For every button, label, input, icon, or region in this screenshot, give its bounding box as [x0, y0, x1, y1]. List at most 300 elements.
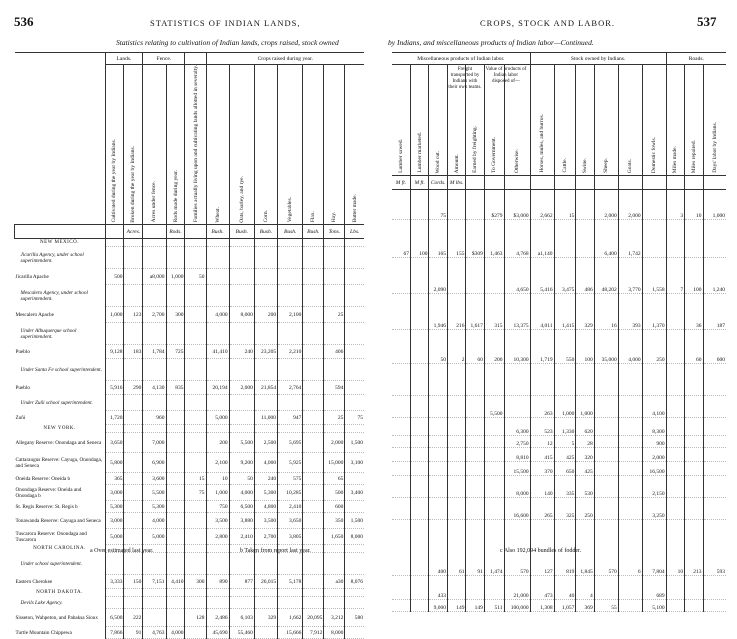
- left-cell: 890: [206, 575, 229, 589]
- right-cell: 1,946: [429, 294, 447, 330]
- left-cell: 8,000: [324, 627, 345, 639]
- left-cell: [124, 359, 143, 381]
- left-cell: [185, 545, 206, 553]
- left-subtitle: Statistics relating to cultivation of Indian lands, crops raised, stock owned: [116, 38, 339, 47]
- right-cell: [484, 448, 504, 462]
- left-cell: [278, 247, 303, 269]
- left-cell: [185, 411, 206, 425]
- left-col-header: [166, 65, 185, 225]
- left-cell: [303, 501, 324, 513]
- left-cell: 290: [124, 381, 143, 395]
- left-cell: [185, 395, 206, 411]
- right-cell: 35,000: [594, 330, 618, 364]
- right-cell: 48,202: [594, 258, 618, 294]
- left-cell: [254, 553, 277, 575]
- left-cell: [185, 345, 206, 359]
- right-cell: 5,500: [484, 396, 504, 418]
- left-cell: 6,900: [143, 453, 166, 473]
- right-col-header-text: Otherwise.: [514, 149, 521, 173]
- left-cell: [324, 247, 345, 269]
- left-col-header-text: Hay.: [331, 212, 338, 223]
- right-cell: [466, 436, 484, 448]
- right-col-header-text: Earned by freighting.: [472, 126, 479, 173]
- row-label: Jicarilla Apache: [15, 273, 49, 280]
- left-cell: [185, 453, 206, 473]
- right-cell: 530: [576, 476, 594, 498]
- right-cell: [703, 220, 726, 258]
- right-cell: [666, 220, 684, 258]
- right-col-header: [618, 65, 642, 176]
- left-table-row: [15, 485, 365, 501]
- right-table-row: [392, 476, 726, 498]
- left-table-row: [15, 381, 365, 395]
- right-cell: [594, 436, 618, 448]
- right-cell: 187: [703, 294, 726, 330]
- row-label: Tuscarora Reserve: Onondaga and Tuscarora: [15, 530, 87, 543]
- left-cell: 5,300: [143, 501, 166, 513]
- left-cell: [185, 239, 206, 247]
- right-cell: 511: [484, 600, 504, 612]
- right-cell: [618, 436, 642, 448]
- right-cell: [594, 418, 618, 436]
- right-cell: [392, 462, 410, 476]
- left-cell: 2,410: [229, 529, 254, 545]
- left-cell: 500: [324, 485, 345, 501]
- left-cell: 8,000: [345, 529, 364, 545]
- left-cell: [105, 323, 124, 345]
- left-cell: [229, 589, 254, 597]
- left-cell: 3,000: [105, 485, 124, 501]
- left-col-header-text: Vegetables.: [287, 197, 294, 223]
- left-cell: [345, 473, 364, 485]
- right-cell: 2,150: [642, 476, 666, 498]
- left-cell: [124, 411, 143, 425]
- right-cell: [576, 220, 594, 258]
- right-col-header-text: Domestic fowls.: [651, 136, 658, 173]
- left-cell: [278, 323, 303, 345]
- right-col-header-text: Miles repaired.: [690, 139, 697, 173]
- right-cell: [594, 462, 618, 476]
- right-col-header-text: Lumber sawed.: [397, 139, 404, 173]
- right-cell: 3,770: [618, 258, 642, 294]
- left-cell: [254, 395, 277, 411]
- right-unit-cell: [554, 176, 576, 190]
- left-cell: [303, 597, 324, 609]
- row-label: Eastern Cherokee: [15, 578, 53, 585]
- left-cell: 50: [185, 269, 206, 285]
- left-cell: [254, 597, 277, 609]
- left-cell: [143, 425, 166, 433]
- left-cell: 5,500: [143, 485, 166, 501]
- right-cell: [685, 476, 703, 498]
- right-cell: 10: [685, 190, 703, 220]
- left-cell: 5,925: [278, 453, 303, 473]
- right-cell: 13,375: [504, 294, 530, 330]
- right-cell: 6: [618, 520, 642, 576]
- left-unit-cell: [105, 225, 124, 239]
- left-cell: 45,690: [206, 627, 229, 639]
- right-unit-cell: [504, 176, 530, 190]
- left-cell: 75: [185, 485, 206, 501]
- left-cell: 329: [254, 609, 277, 627]
- left-cell: [303, 307, 324, 323]
- right-cell: 329: [576, 294, 594, 330]
- left-cell: [345, 239, 364, 247]
- right-cell: [554, 364, 576, 396]
- left-cell: [185, 627, 206, 639]
- right-cell: [576, 190, 594, 220]
- right-cell: 425: [554, 448, 576, 462]
- left-cell: a30: [324, 575, 345, 589]
- left-cell: [345, 553, 364, 575]
- right-cell: [429, 436, 447, 448]
- right-unit-cell: [685, 176, 703, 190]
- left-col-header-text: Cultivated during the year by Indians.: [111, 138, 118, 223]
- right-table-row: [392, 600, 726, 612]
- left-cell: a8,000: [143, 269, 166, 285]
- right-unit-cell: M ft.: [392, 176, 410, 190]
- right-cell: 9,000: [429, 600, 447, 612]
- right-cell: 149: [447, 600, 465, 612]
- row-label: NEW MEXICO.: [39, 240, 79, 246]
- right-table-row: [392, 190, 726, 220]
- left-cell: [345, 359, 364, 381]
- right-cell: [429, 476, 447, 498]
- left-cell: [278, 269, 303, 285]
- left-cell: 4,000: [206, 307, 229, 323]
- left-cell: [303, 345, 324, 359]
- right-unit-cell: [703, 176, 726, 190]
- left-cell: [229, 597, 254, 609]
- left-cell: [124, 589, 143, 597]
- left-cell: 10,285: [278, 485, 303, 501]
- left-cell: 406: [324, 345, 345, 359]
- right-table-row: [392, 294, 726, 330]
- left-table-row: [15, 395, 365, 411]
- crops-group-header: Crops raised during year.: [206, 53, 364, 65]
- right-col-header-text: To Government.: [491, 137, 498, 173]
- left-cell: 4,410: [166, 575, 185, 589]
- left-col-header: [185, 65, 206, 225]
- right-unit-cell: M lbs.: [447, 176, 465, 190]
- right-col-header: [429, 65, 447, 176]
- left-cell: [166, 473, 185, 485]
- right-cell: 3,250: [642, 498, 666, 520]
- right-cell: [392, 498, 410, 520]
- left-cell: [185, 501, 206, 513]
- left-table-row: [15, 473, 365, 485]
- right-group-header-row: [392, 53, 726, 65]
- right-page-number: 537: [697, 14, 717, 29]
- right-cell: a1,140: [530, 220, 554, 258]
- left-cell: 2,210: [278, 345, 303, 359]
- right-col-header: [594, 65, 618, 176]
- right-cell: 4,011: [530, 294, 554, 330]
- right-cell: [447, 476, 465, 498]
- right-cell: 1,308: [530, 600, 554, 612]
- right-col-header-text: Lumber marketed.: [416, 132, 423, 173]
- right-cell: [484, 462, 504, 476]
- right-col-header: [642, 65, 666, 176]
- left-cell: [254, 269, 277, 285]
- left-cell: [105, 553, 124, 575]
- left-unit-cell: Bush.: [278, 225, 303, 239]
- left-cell: 4,000: [166, 627, 185, 639]
- right-cell: 1,000: [554, 396, 576, 418]
- row-label: Sisseton, Wahpeton, and Pabaksa Sioux: [15, 614, 98, 621]
- left-table-row: [15, 345, 365, 359]
- right-cell: 7,804: [642, 520, 666, 576]
- right-cell: 5,100: [642, 600, 666, 612]
- left-cell: 1,000: [105, 307, 124, 323]
- right-col-header: [703, 65, 726, 176]
- row-label: Mescalero Apache: [15, 311, 54, 318]
- left-cell: [254, 589, 277, 597]
- left-cell: 3,650: [278, 513, 303, 529]
- left-running-head: STATISTICS OF INDIAN LANDS,: [150, 18, 301, 28]
- right-cell: [685, 576, 703, 600]
- left-cell: 23,205: [254, 345, 277, 359]
- right-cell: 523: [530, 418, 554, 436]
- right-cell: [685, 436, 703, 448]
- left-cell: [166, 247, 185, 269]
- left-cell: [185, 307, 206, 323]
- left-cell: 21,854: [254, 381, 277, 395]
- left-cell: 55,460: [229, 627, 254, 639]
- left-col-header-text: Acres under fence.: [151, 180, 158, 223]
- left-col-header: [124, 65, 143, 225]
- row-label: Pueblo: [15, 384, 30, 391]
- right-table-row: [392, 576, 726, 600]
- left-cell: [254, 247, 277, 269]
- right-cell: 1,719: [530, 330, 554, 364]
- right-cell: $3,000: [504, 190, 530, 220]
- left-cell: 2,100: [278, 307, 303, 323]
- right-table-row: [392, 462, 726, 476]
- left-cell: 128: [185, 609, 206, 627]
- right-cell: 16,500: [642, 462, 666, 476]
- right-cell: 1,617: [466, 294, 484, 330]
- left-cell: [324, 239, 345, 247]
- left-table-row: [15, 285, 365, 307]
- left-cell: [143, 323, 166, 345]
- right-table-row: [392, 364, 726, 396]
- right-cell: [392, 330, 410, 364]
- right-cell: 1,463: [484, 220, 504, 258]
- left-cell: 6,500: [105, 609, 124, 627]
- right-cell: [666, 576, 684, 600]
- right-cell: [618, 600, 642, 612]
- right-cell: 550: [554, 330, 576, 364]
- left-cell: 20,194: [206, 381, 229, 395]
- right-table-row: [392, 220, 726, 258]
- left-cell: 877: [229, 575, 254, 589]
- left-cell: [254, 359, 277, 381]
- right-cell: 3,475: [554, 258, 576, 294]
- right-cell: [392, 418, 410, 436]
- left-cell: 960: [143, 411, 166, 425]
- right-col-header-text: Days' labor by Indians.: [711, 122, 718, 173]
- left-cell: 15,666: [278, 627, 303, 639]
- left-unit-cell: Bush.: [254, 225, 277, 239]
- right-cell: 5: [554, 436, 576, 448]
- left-cell: 3,400: [345, 485, 364, 501]
- left-cell: [166, 411, 185, 425]
- right-cell: [703, 498, 726, 520]
- left-cell: 580: [345, 609, 364, 627]
- row-label: Under school superintendent.: [20, 560, 83, 567]
- right-cell: 4: [576, 576, 594, 600]
- left-cell: [185, 425, 206, 433]
- right-cell: 2,662: [530, 190, 554, 220]
- left-cell: 200: [206, 433, 229, 453]
- right-cell: 325: [554, 498, 576, 520]
- right-cell: [484, 576, 504, 600]
- left-cell: [324, 597, 345, 609]
- left-cell: 3,805: [278, 529, 303, 545]
- right-col-header-text: Sheep.: [603, 158, 610, 173]
- right-cell: [466, 462, 484, 476]
- right-cell: [447, 364, 465, 396]
- left-table-row: [15, 433, 365, 453]
- left-col-header: [143, 65, 166, 225]
- left-cell: [124, 425, 143, 433]
- left-cell: [254, 239, 277, 247]
- left-cell: [345, 345, 364, 359]
- row-label: Onondaga Reserve: Oneida and Onondaga b: [15, 486, 82, 499]
- right-cell: [594, 396, 618, 418]
- right-col-header-text: Wood cut.: [435, 150, 442, 173]
- right-cell: [642, 220, 666, 258]
- right-cell: 4,768: [504, 220, 530, 258]
- left-cell: [185, 359, 206, 381]
- left-cell: [105, 285, 124, 307]
- right-cell: 100: [576, 330, 594, 364]
- left-col-header: [206, 65, 229, 225]
- right-col-header-text: Amount.: [453, 153, 460, 173]
- right-cell: [392, 600, 410, 612]
- left-cell: 350: [324, 513, 345, 529]
- left-cell: [143, 597, 166, 609]
- left-cell: [206, 247, 229, 269]
- right-cell: 425: [576, 462, 594, 476]
- right-cell: [703, 418, 726, 436]
- left-col-header: [278, 65, 303, 225]
- left-cell: 5,500: [229, 433, 254, 453]
- left-cell: 6,500: [229, 501, 254, 513]
- left-cell: 3,212: [324, 609, 345, 627]
- left-cell: [166, 545, 185, 553]
- left-unit-cell: Acres.: [124, 225, 143, 239]
- right-cell: [685, 448, 703, 462]
- left-cell: [206, 553, 229, 575]
- right-cell: [392, 364, 410, 396]
- left-cell: 50: [229, 473, 254, 485]
- row-label: Under Zuñi school superintendent.: [20, 399, 93, 406]
- misc-group-header: Miscellaneous products of Indian labor.: [392, 53, 530, 65]
- left-cell: [303, 589, 324, 597]
- left-unit-cell: [143, 225, 166, 239]
- left-cell: 4,800: [254, 501, 277, 513]
- left-cell: 8,000: [229, 307, 254, 323]
- freight-group-header: Freight transported by Indians with their own teams.: [448, 67, 482, 90]
- right-cell: 5,416: [530, 258, 554, 294]
- left-table-row: [15, 553, 365, 575]
- right-cell: [504, 364, 530, 396]
- left-cell: 4,763: [143, 627, 166, 639]
- right-cell: 315: [484, 294, 504, 330]
- left-cell: 300: [166, 307, 185, 323]
- right-cell: 40: [554, 576, 576, 600]
- right-col-header: [410, 65, 428, 176]
- right-cell: [618, 498, 642, 520]
- right-cell: 2,000: [642, 448, 666, 462]
- right-cell: [554, 220, 576, 258]
- left-cell: [303, 395, 324, 411]
- right-cell: [466, 190, 484, 220]
- right-cell: 265: [530, 498, 554, 520]
- left-table-row: [15, 575, 365, 589]
- left-unit-cell: Tons.: [324, 225, 345, 239]
- left-cell: [303, 239, 324, 247]
- left-cell: [303, 269, 324, 285]
- left-cell: 2,000: [229, 381, 254, 395]
- left-col-header: [254, 65, 277, 225]
- right-cell: [466, 576, 484, 600]
- left-cell: 2,486: [206, 609, 229, 627]
- row-label: Turtle Mountain Chippewa: [15, 629, 72, 636]
- left-cell: 1,662: [278, 609, 303, 627]
- left-cell: 1,500: [345, 433, 364, 453]
- right-unit-cell: [530, 176, 554, 190]
- right-cell: 10: [666, 520, 684, 576]
- right-cell: 1,240: [703, 258, 726, 294]
- left-cell: 4,000: [254, 453, 277, 473]
- right-cell: 155: [447, 220, 465, 258]
- right-cell: 2: [447, 330, 465, 364]
- left-cell: 6,103: [229, 609, 254, 627]
- right-cell: 1,415: [554, 294, 576, 330]
- right-cell: 2,750: [504, 436, 530, 448]
- right-col-header: [530, 65, 554, 176]
- right-col-header: [685, 65, 703, 176]
- right-cell: [618, 448, 642, 462]
- left-cell: 3,333: [105, 575, 124, 589]
- left-cell: [185, 589, 206, 597]
- left-cell: [303, 553, 324, 575]
- right-cell: [466, 396, 484, 418]
- left-col-header-text: Rods made during year.: [172, 170, 179, 223]
- right-cell: 250: [576, 498, 594, 520]
- left-col-header-text: Wheat.: [214, 206, 221, 223]
- left-cell: [206, 425, 229, 433]
- right-cell: [410, 520, 428, 576]
- left-cell: [124, 453, 143, 473]
- right-cell: $309: [466, 220, 484, 258]
- right-cell: 15: [554, 190, 576, 220]
- left-cell: 5,000: [105, 529, 124, 545]
- right-cell: 320: [576, 448, 594, 462]
- left-table-row: [15, 323, 365, 345]
- left-cell: [229, 285, 254, 307]
- right-cell: [685, 462, 703, 476]
- right-cell: [410, 436, 428, 448]
- left-cell: 3,000: [105, 513, 124, 529]
- left-table-row: [15, 453, 365, 473]
- right-cell: [666, 476, 684, 498]
- right-cell: [410, 294, 428, 330]
- right-cell: 3: [666, 190, 684, 220]
